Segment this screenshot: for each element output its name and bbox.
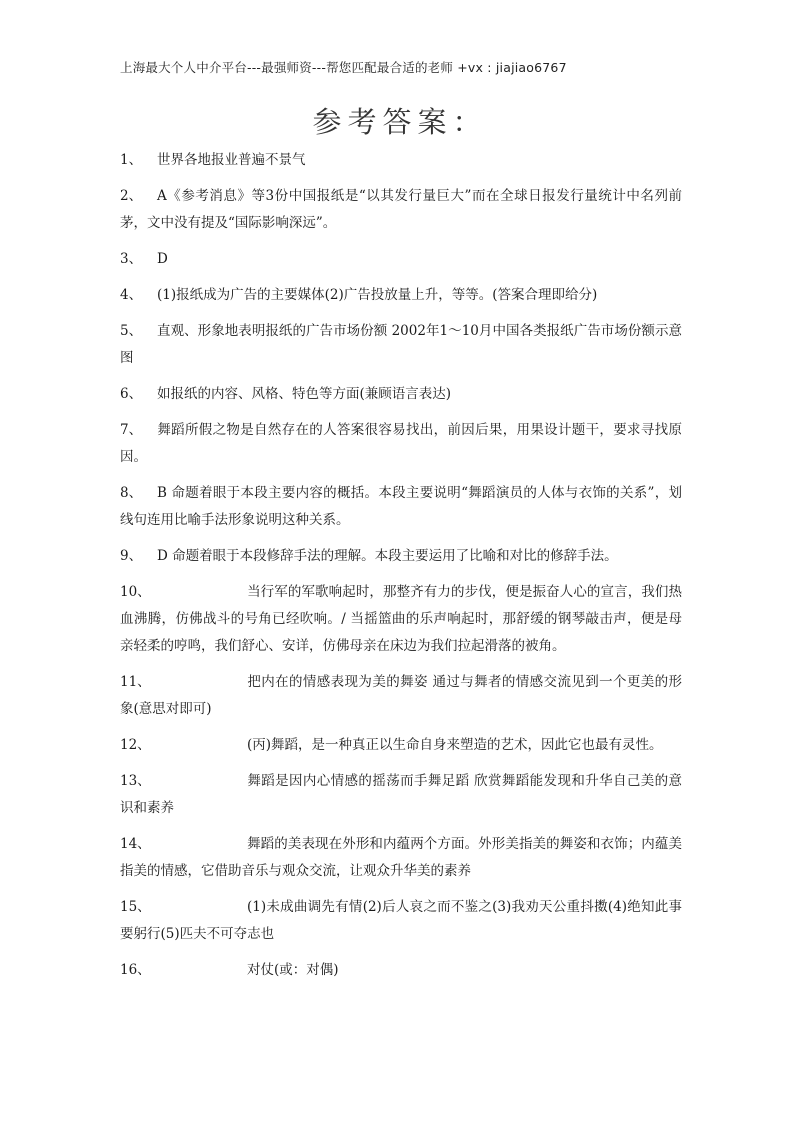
answer-text: 对仗(或：对偶) <box>247 962 339 978</box>
answer-item <box>120 480 682 534</box>
answer-number: 14、 <box>120 836 151 852</box>
answer-text: 舞蹈所假之物是自然存在的人答案很容易找出，前因后果，用果设计题干，要求寻找原因。 <box>120 422 682 465</box>
answer-number: 13、 <box>120 773 151 789</box>
answer-text: D <box>157 251 168 267</box>
answer-item <box>120 957 682 984</box>
answer-item <box>120 183 682 237</box>
answer-text: (丙)舞蹈，是一种真正以生命自身来塑造的艺术，因此它也最有灵性。 <box>247 737 663 753</box>
answer-list <box>120 147 682 993</box>
answer-text: 舞蹈是因内心情感的摇荡而手舞足蹈 欣赏舞蹈能发现和升华自己美的意识和素养 <box>120 773 682 816</box>
answer-text: 当行军的军歌响起时，那整齐有力的步伐，便是振奋人心的宣言，我们热血沸腾，仿佛战斗的号角已经吹响。/ 当摇篮曲的乐声响起时，那舒缓的钢琴敲击声，便是母亲轻柔的哼鸣，我们舒心、安详，仿佛母亲在床边为我们拉起滑落的被角。 <box>120 584 682 654</box>
answer-item <box>120 381 682 408</box>
answer-text: 如报纸的内容、风格、特色等方面(兼顾语言表达) <box>157 386 452 402</box>
answer-item <box>120 669 682 723</box>
answer-item <box>120 417 682 471</box>
answer-text: 直观、形象地表明报纸的广告市场份额 2002年1～10月中国各类报纸广告市场份额示意图 <box>120 323 682 366</box>
answer-item <box>120 768 682 822</box>
answer-item <box>120 732 682 759</box>
answer-number: 9、 <box>120 548 143 564</box>
answer-text: 把内在的情感表现为美的舞姿 通过与舞者的情感交流见到一个更美的形象(意思对即可) <box>120 674 682 717</box>
answer-item <box>120 831 682 885</box>
answer-text: D 命题着眼于本段修辞手法的理解。本段主要运用了比喻和对比的修辞手法。 <box>157 548 618 564</box>
answer-number: 7、 <box>120 422 143 438</box>
answer-item <box>120 282 682 309</box>
answer-item <box>120 543 682 570</box>
answer-text: A《参考消息》等3份中国报纸是“以其发行量巨大”而在全球日报发行量统计中名列前茅，文中没有提及“国际影响深远”。 <box>120 188 682 231</box>
answer-number: 2、 <box>120 188 143 204</box>
answer-number: 16、 <box>120 962 151 978</box>
answer-item <box>120 894 682 948</box>
answer-number: 3、 <box>120 251 143 267</box>
answer-number: 15、 <box>120 899 151 915</box>
page-header: 上海最大个人中介平台---最强师资---帮您匹配最合适的老师 +vx : jiajiao6767 <box>120 60 567 75</box>
answer-number: 4、 <box>120 287 143 303</box>
answer-item <box>120 579 682 660</box>
answer-number: 1、 <box>120 152 143 168</box>
answer-number: 11、 <box>120 674 151 690</box>
answer-text: B 命题着眼于本段主要内容的概括。本段主要说明“舞蹈演员的人体与衣饰的关系”，划线句连用比喻手法形象说明这种关系。 <box>120 485 682 528</box>
answer-number: 5、 <box>120 323 143 339</box>
answer-item <box>120 147 682 174</box>
answer-number: 6、 <box>120 386 143 402</box>
answer-number: 12、 <box>120 737 151 753</box>
answer-text: (1)未成曲调先有情(2)后人哀之而不鉴之(3)我劝天公重抖擞(4)绝知此事要躬行(5)匹夫不可夺志也 <box>120 899 682 942</box>
answer-text: 世界各地报业普遍不景气 <box>157 152 306 168</box>
answer-item <box>120 246 682 273</box>
page-title: 参考答案： <box>312 105 488 139</box>
answer-text: (1)报纸成为广告的主要媒体(2)广告投放量上升，等等。(答案合理即给分) <box>157 287 598 303</box>
answer-text: 舞蹈的美表现在外形和内蕴两个方面。外形美指美的舞姿和衣饰；内蕴美指美的情感，它借助音乐与观众交流，让观众升华美的素养 <box>120 836 682 879</box>
answer-item <box>120 318 682 372</box>
answer-number: 8、 <box>120 485 143 501</box>
answer-number: 10、 <box>120 584 151 600</box>
